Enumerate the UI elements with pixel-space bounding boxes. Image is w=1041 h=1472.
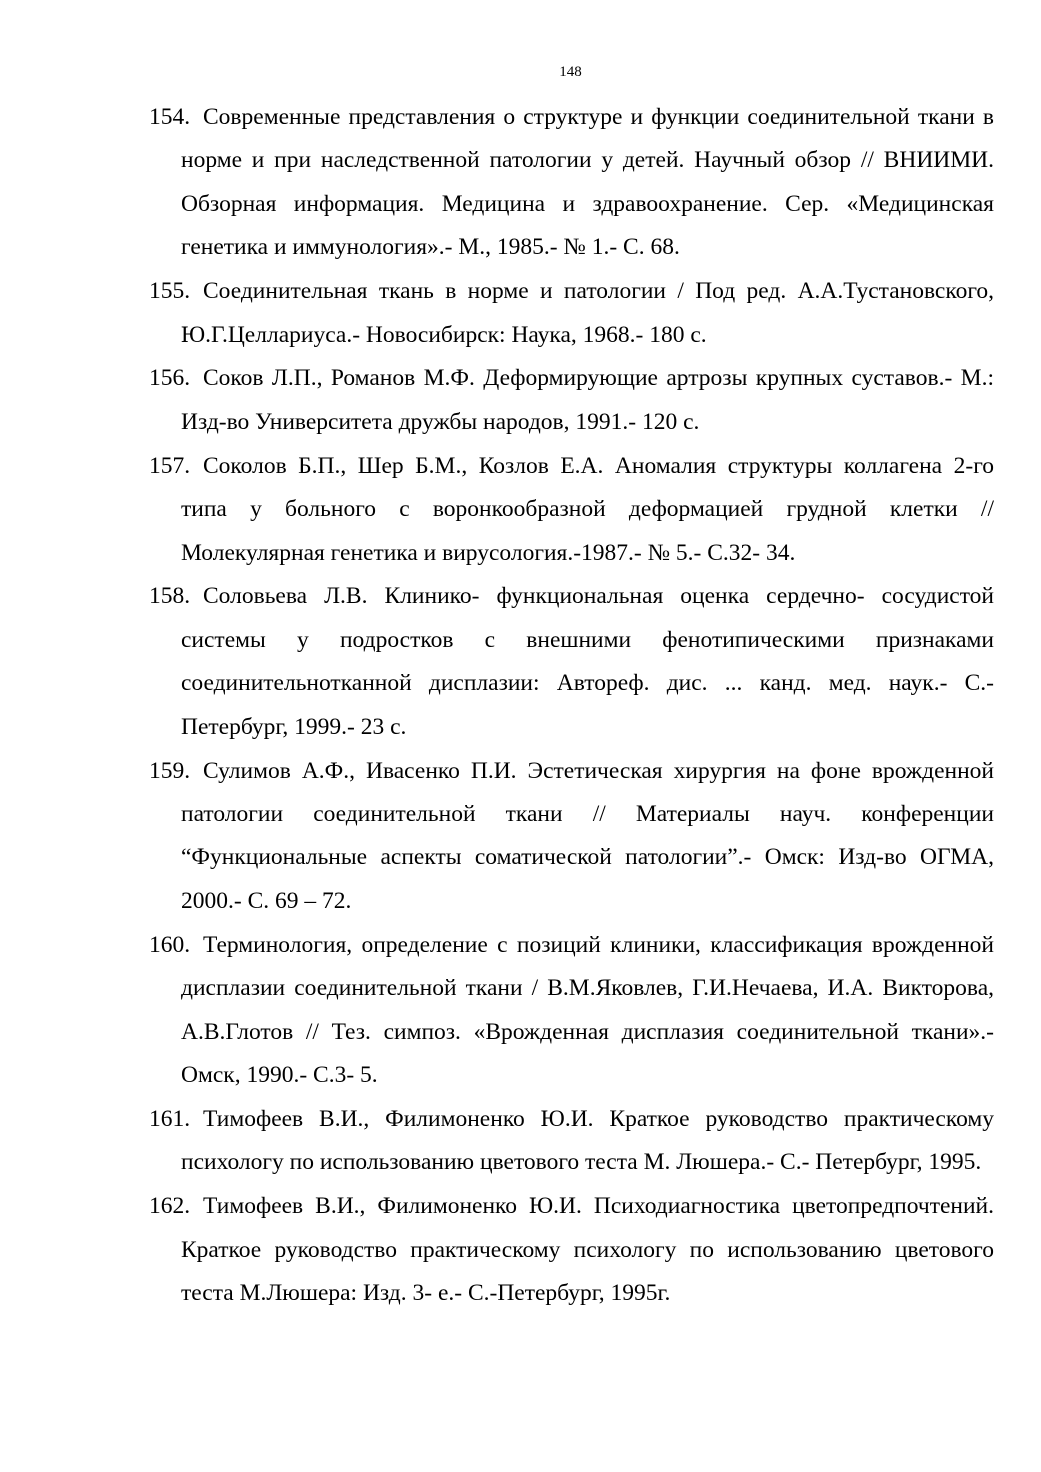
- reference-text: Соколов Б.П., Шер Б.М., Козлов Е.А. Аномалия структуры коллагена 2-го типа у больного с воронкообразной деформацией грудной клетки // Молекулярная генетика и вирусология.-1987.- № 5.- С.32- 34.: [181, 452, 994, 566]
- reference-text: Современные представления о структуре и функции соединительной ткани в норме и при наследственной патологии у детей. Научный обзор // ВНИИМИ. Обзорная информация. Медицина и здравоохранение. Сер. «Медицинская генетика и иммунология».- М., 1985.- № 1.- С. 68.: [181, 104, 994, 261]
- reference-number: 156.: [149, 365, 191, 392]
- reference-item: [149, 96, 994, 270]
- reference-text: Сулимов А.Ф., Ивасенко П.И. Эстетическая хирургия на фоне врожденной патологии соединительной ткани // Материалы науч. конференции “Функциональные аспекты соматической патологии”.- Омск: Изд-во ОГМА, 2000.- С. 69 – 72.: [181, 757, 994, 914]
- reference-item: [149, 575, 994, 749]
- page-number: 148: [559, 64, 582, 80]
- reference-text: Соединительная ткань в норме и патологии / Под ред. А.А.Тустановского, Ю.Г.Целлариуса.- Новосибирск: Наука, 1968.- 180 с.: [181, 278, 994, 348]
- reference-number: 162.: [149, 1193, 191, 1220]
- reference-list: [149, 96, 994, 1315]
- reference-item: [149, 1185, 994, 1315]
- reference-number: 159.: [149, 757, 191, 784]
- reference-text: Соловьева Л.В. Клинико- функциональная оценка сердечно- сосудистой системы у подростков с внешними фенотипическими признаками соединительнотканной дисплазии: Автореф. дис. ... канд. мед. наук.- С.- Петербург, 1999.- 23 с.: [181, 583, 994, 740]
- reference-text: Тимофеев В.И., Филимоненко Ю.И. Краткое руководство практическому психологу по использованию цветового теста М. Люшера.- С.- Петербург, 1995.: [181, 1105, 994, 1176]
- reference-number: 161.: [149, 1105, 191, 1132]
- reference-item: [149, 924, 994, 1098]
- reference-number: 155.: [149, 278, 191, 305]
- reference-item: [149, 750, 994, 924]
- reference-item: [149, 445, 994, 575]
- reference-item: [149, 357, 994, 444]
- reference-number: 160.: [149, 931, 191, 958]
- reference-text: Терминология, определение с позиций клиники, классификация врожденной дисплазии соединительной ткани / В.М.Яковлев, Г.И.Нечаева, И.А. Викторова, А.В.Глотов // Тез. симпоз. «Врожденная дисплазия соединительной ткани».- Омск, 1990.- С.3- 5.: [181, 931, 994, 1088]
- reference-number: 158.: [149, 583, 191, 610]
- reference-number: 157.: [149, 452, 191, 479]
- reference-text: Соков Л.П., Романов М.Ф. Деформирующие артрозы крупных суставов.- М.: Изд-во Университета дружбы народов, 1991.- 120 с.: [181, 365, 994, 435]
- reference-item: [149, 1098, 994, 1185]
- reference-text: Тимофеев В.И., Филимоненко Ю.И. Психодиагностика цветопредпочтений. Краткое руководство практическому психологу по использованию цветового теста М.Люшера: Изд. 3- е.- С.-Петербург, 1995г.: [181, 1193, 994, 1306]
- reference-number: 154.: [149, 104, 191, 130]
- reference-item: [149, 270, 994, 357]
